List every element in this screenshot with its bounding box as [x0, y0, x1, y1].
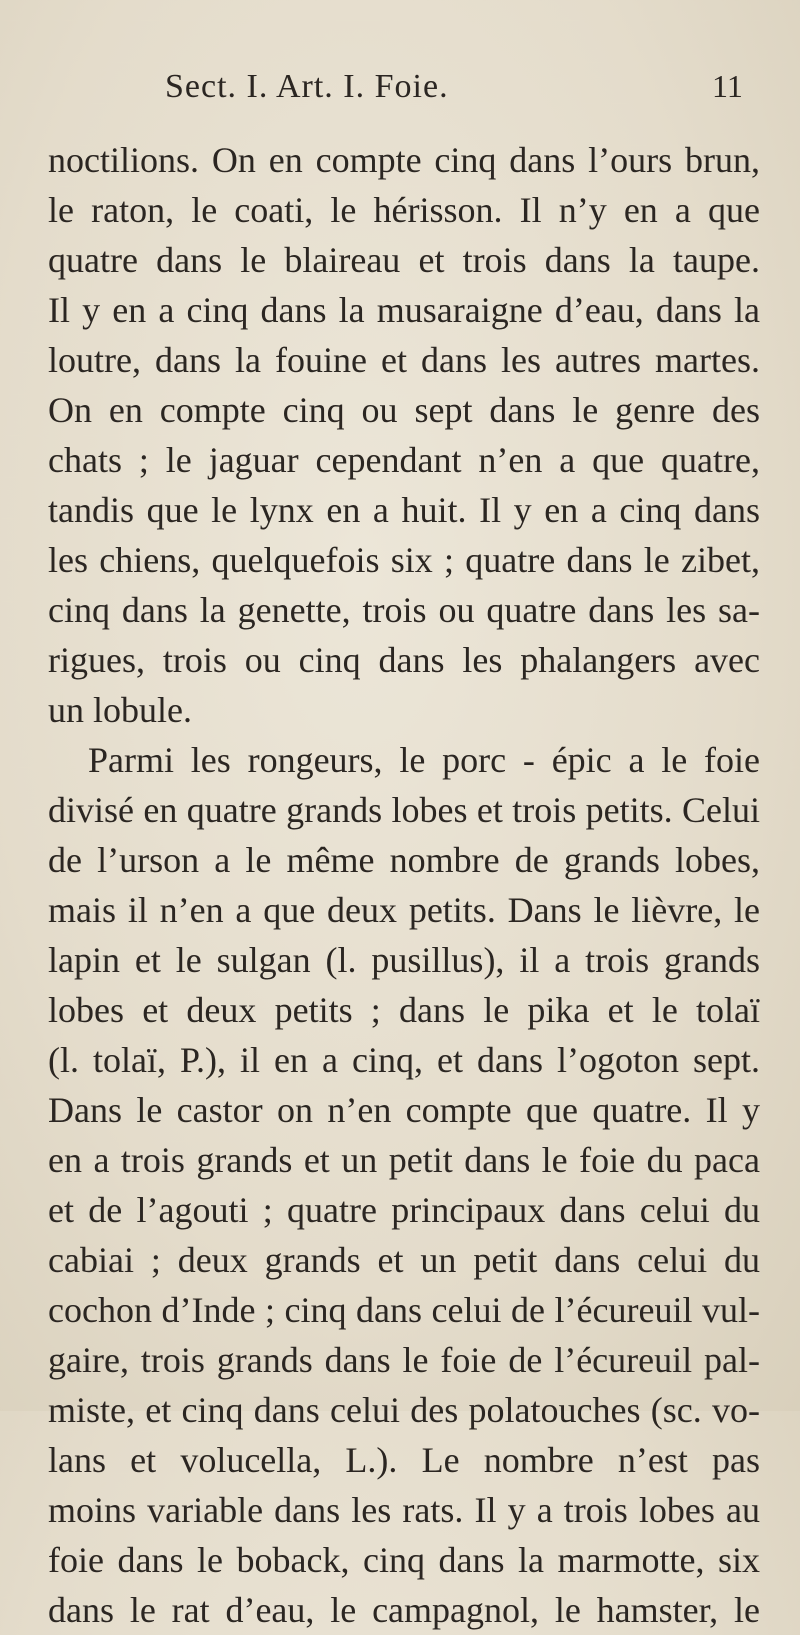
- body-text: [48, 135, 760, 1635]
- text-line: un lobule.: [48, 690, 192, 730]
- running-head-title: Sect. I. Art. I. Foie.: [165, 68, 449, 105]
- text-line: chats ; le jaguar cependant n’en a que quatre,: [48, 440, 760, 480]
- text-line: Dans le castor on n’en compte que quatre. Il y: [48, 1090, 760, 1130]
- text-line: lans et volucella, L.). Le nombre n’est pas: [48, 1440, 760, 1480]
- text-line: divisé en quatre grands lobes et trois petits. Celui: [48, 790, 760, 830]
- text-line: Il y en a cinq dans la musaraigne d’eau, dans la: [48, 290, 760, 330]
- text-line: dans le rat d’eau, le campagnol, le hamster, le: [48, 1590, 760, 1630]
- text-line: rigues, trois ou cinq dans les phalangers avec: [48, 640, 760, 680]
- text-line: de l’urson a le même nombre de grands lobes,: [48, 840, 760, 880]
- text-line: mais il n’en a que deux petits. Dans le lièvre, le: [48, 890, 760, 930]
- text-line: et de l’agouti ; quatre principaux dans celui du: [48, 1190, 760, 1230]
- text-line: loutre, dans la fouine et dans les autres martes.: [48, 340, 760, 380]
- page-number: 11: [712, 68, 743, 104]
- text-line: On en compte cinq ou sept dans le genre des: [48, 390, 760, 430]
- text-line: cabiai ; deux grands et un petit dans celui du: [48, 1240, 760, 1280]
- text-line: gaire, trois grands dans le foie de l’écureuil pal-: [48, 1340, 760, 1380]
- text-line: tandis que le lynx en a huit. Il y en a cinq dans: [48, 490, 760, 530]
- text-line: les chiens, quelquefois six ; quatre dans le zibet,: [48, 540, 760, 580]
- text-line: moins variable dans les rats. Il y a trois lobes au: [48, 1490, 760, 1530]
- paragraph-start-line: Parmi les rongeurs, le porc - épic a le foie: [88, 740, 760, 780]
- text-line: cochon d’Inde ; cinq dans celui de l’écureuil vul-: [48, 1290, 760, 1330]
- text-line: quatre dans le blaireau et trois dans la taupe.: [48, 240, 760, 280]
- text-line: en a trois grands et un petit dans le foie du paca: [48, 1140, 760, 1180]
- text-line: lapin et le sulgan (l. pusillus), il a trois grands: [48, 940, 760, 980]
- text-line: foie dans le boback, cinq dans la marmotte, six: [48, 1540, 760, 1580]
- text-line: cinq dans la genette, trois ou quatre dans les sa-: [48, 590, 760, 630]
- text-line: miste, et cinq dans celui des polatouches (sc. vo-: [48, 1390, 760, 1430]
- text-line: lobes et deux petits ; dans le pika et le tolaï: [48, 990, 760, 1030]
- text-line: le raton, le coati, le hérisson. Il n’y en a que: [48, 190, 760, 230]
- text-line: (l. tolaï, P.), il en a cinq, et dans l’ogoton sept.: [48, 1040, 760, 1080]
- text-line: noctilions. On en compte cinq dans l’ours brun,: [48, 140, 760, 180]
- running-head: [0, 68, 800, 118]
